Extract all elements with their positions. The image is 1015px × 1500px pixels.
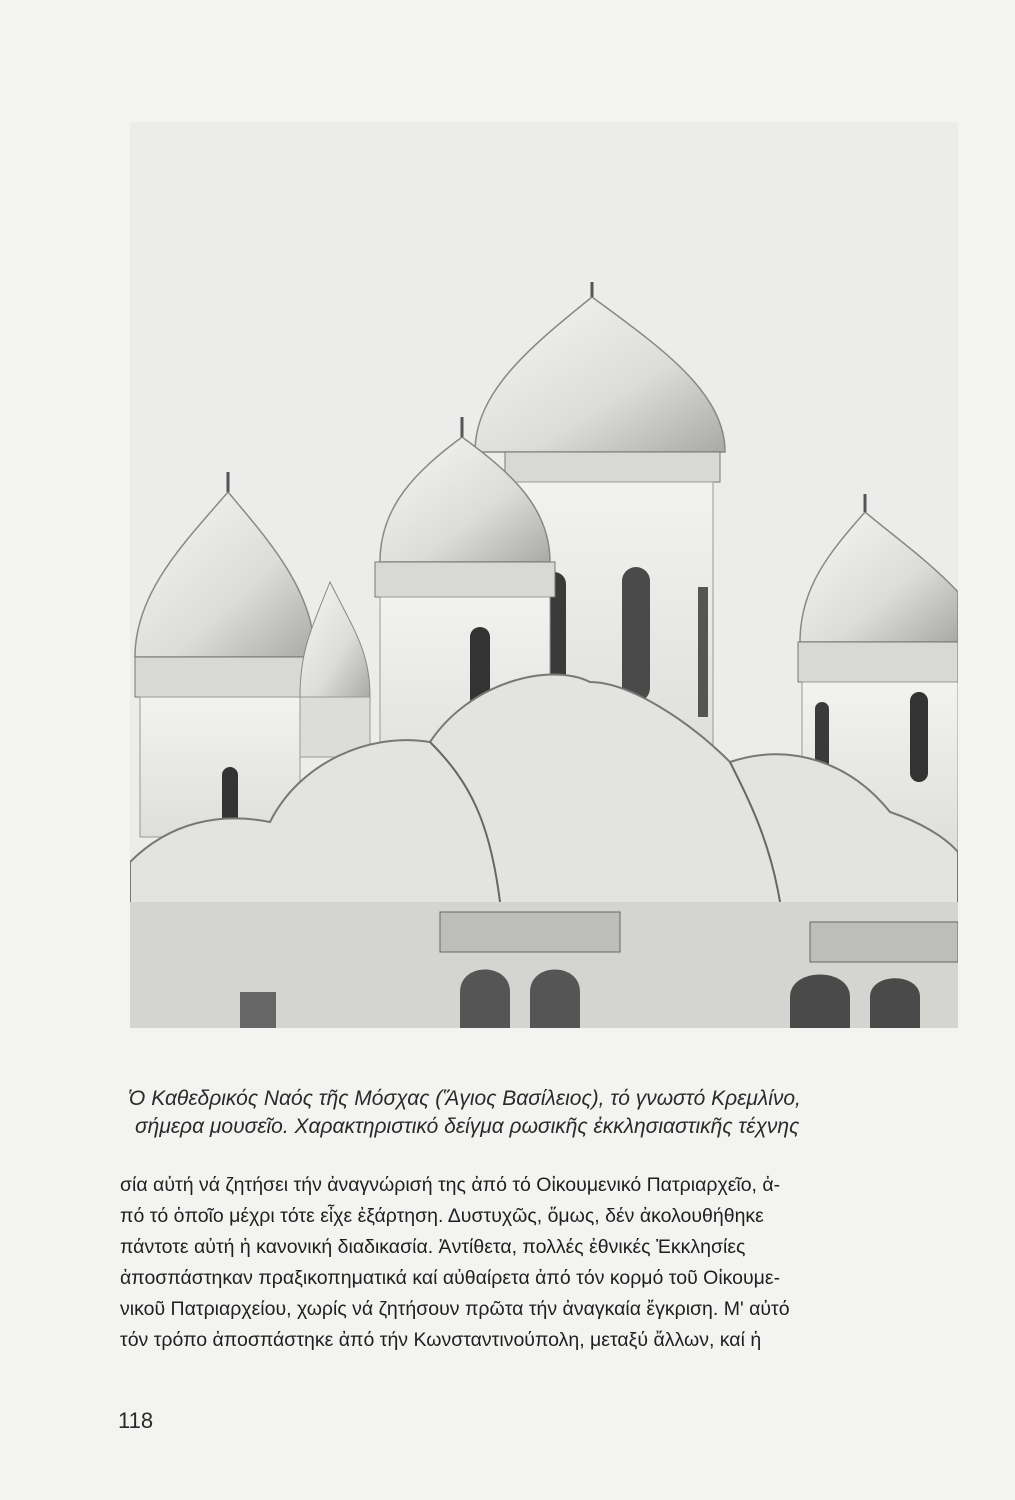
caption-line: σήμερα μουσεῖο. Χαρακτηριστικό δείγμα ρωσικῆς ἐκκλησιαστικῆς τέχνης [135, 1115, 800, 1138]
body-line: νικοῦ Πατριαρχείου, χωρίς νά ζητήσουν πρῶτα τήν ἀναγκαία ἔγκριση. Μ' αὐτό [120, 1298, 790, 1320]
body-line: τόν τρόπο ἀποσπάστηκε ἀπό τήν Κωνσταντινούπολη, μεταξύ ἄλλων, καί ἡ [120, 1329, 762, 1351]
body-line: ἀποσπάστηκαν πραξικοπηματικά καί αὐθαίρετα ἀπό τόν κορμό τοῦ Οἰκουμε- [120, 1267, 781, 1289]
facade-base [130, 902, 958, 1028]
cathedral-photograph [130, 122, 958, 1028]
bleed-through-text [120, 62, 960, 122]
figure-caption [128, 1085, 963, 1141]
cathedral-illustration [130, 122, 958, 1028]
body-paragraph [120, 1170, 955, 1356]
caption-line: Ὁ Καθεδρικός Ναός τῆς Μόσχας (Ἅγιος Βασίλειος), τό γνωστό Κρεμλίνο, [128, 1087, 801, 1110]
body-line: πό τό ὁποῖο μέχρι τότε εἶχε ἐξάρτηση. Δυστυχῶς, ὅμως, δέν ἀκολουθήθηκε [120, 1205, 764, 1227]
body-line: πάντοτε αὐτή ἡ κανονική διαδικασία. Ἀντίθετα, πολλές ἐθνικές Ἐκκλησίες [120, 1236, 746, 1258]
body-line: σία αὐτή νά ζητήσει τήν ἀναγνώρισή της ἀπό τό Οἰκουμενικό Πατριαρχεῖο, ἀ- [120, 1174, 781, 1196]
page-number: 118 [118, 1408, 154, 1433]
